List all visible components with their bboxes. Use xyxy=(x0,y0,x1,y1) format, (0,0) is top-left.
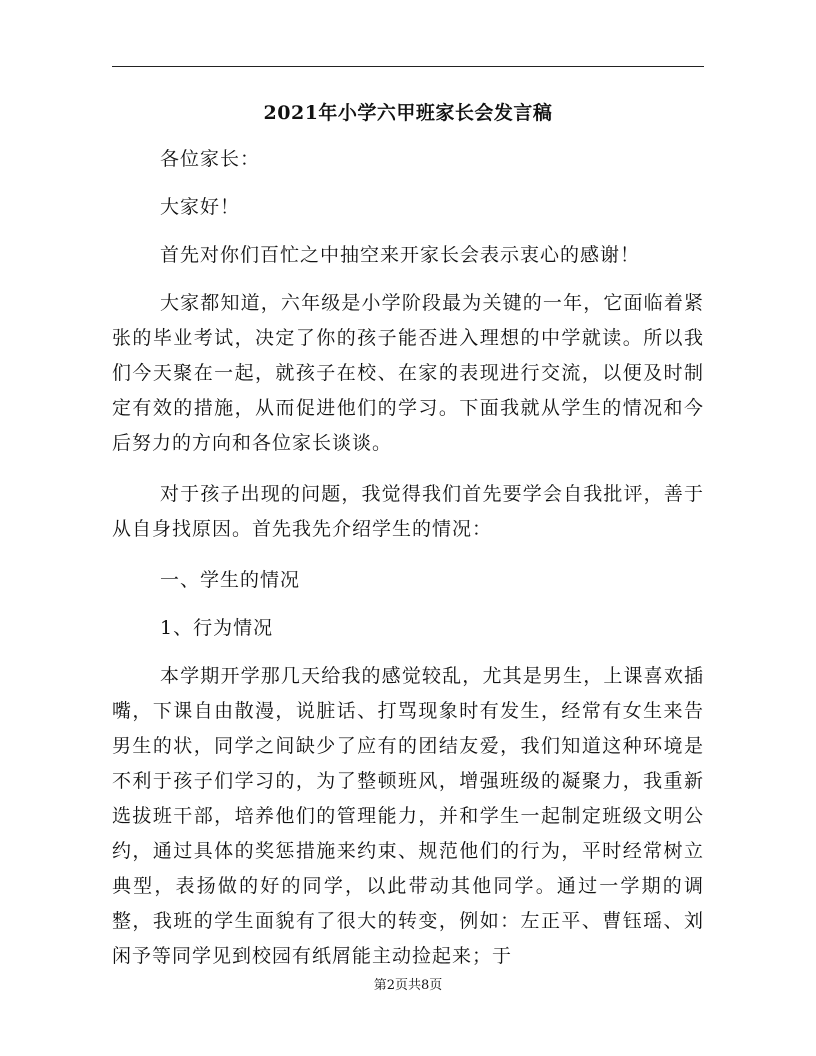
paragraph-hello: 大家好！ xyxy=(160,196,241,218)
subsection-heading-behavior: 1、行为情况 xyxy=(160,617,274,639)
header-rule xyxy=(112,66,704,67)
paragraph-greeting: 各位家长： xyxy=(160,148,261,170)
section-heading-student-situation: 一、学生的情况 xyxy=(160,569,301,591)
paragraph-behavior: 本学期开学那几天给我的感觉较乱，尤其是男生，上课喜欢插嘴，下课自由散漫，说脏话、打骂现象时有发生，经常有女生来告男生的状，同学之间缺少了应有的团结友爱，我们知道这种环境是不利于孩子们学习的，为了整顿班风，增强班级的凝聚力，我重新选拔班干部，培养他们的管理能力，并和学生一起制定班级文明公约，通过具体的奖惩措施来约束、规范他们的行为，平时经常树立典型，表扬做的好的同学，以此带动其他同学。通过一学期的调整，我班的学生面貌有了很大的转变，例如：左正平、曹钰瑶、刘闲予等同学见到校园有纸屑能主动捡起来；于 xyxy=(112,665,704,967)
page-number: 第2页共8页 xyxy=(373,978,443,993)
paragraph-self-criticism: 对于孩子出现的问题，我觉得我们首先要学会自我批评，善于从自身找原因。首先我先介绍学生的情况： xyxy=(112,483,704,540)
document-title: 2021年小学六甲班家长会发言稿 xyxy=(263,102,553,124)
document-body xyxy=(112,142,704,987)
paragraph-intro: 大家都知道，六年级是小学阶段最为关键的一年，它面临着紧张的毕业考试，决定了你的孩子能否进入理想的中学就读。所以我们今天聚在一起，就孩子在校、在家的表现进行交流，以便及时制定有效的措施，从而促进他们的学习。下面我就从学生的情况和今后努力的方向和各位家长谈谈。 xyxy=(112,292,704,454)
paragraph-thanks: 首先对你们百忙之中抽空来开家长会表示衷心的感谢！ xyxy=(160,244,641,266)
